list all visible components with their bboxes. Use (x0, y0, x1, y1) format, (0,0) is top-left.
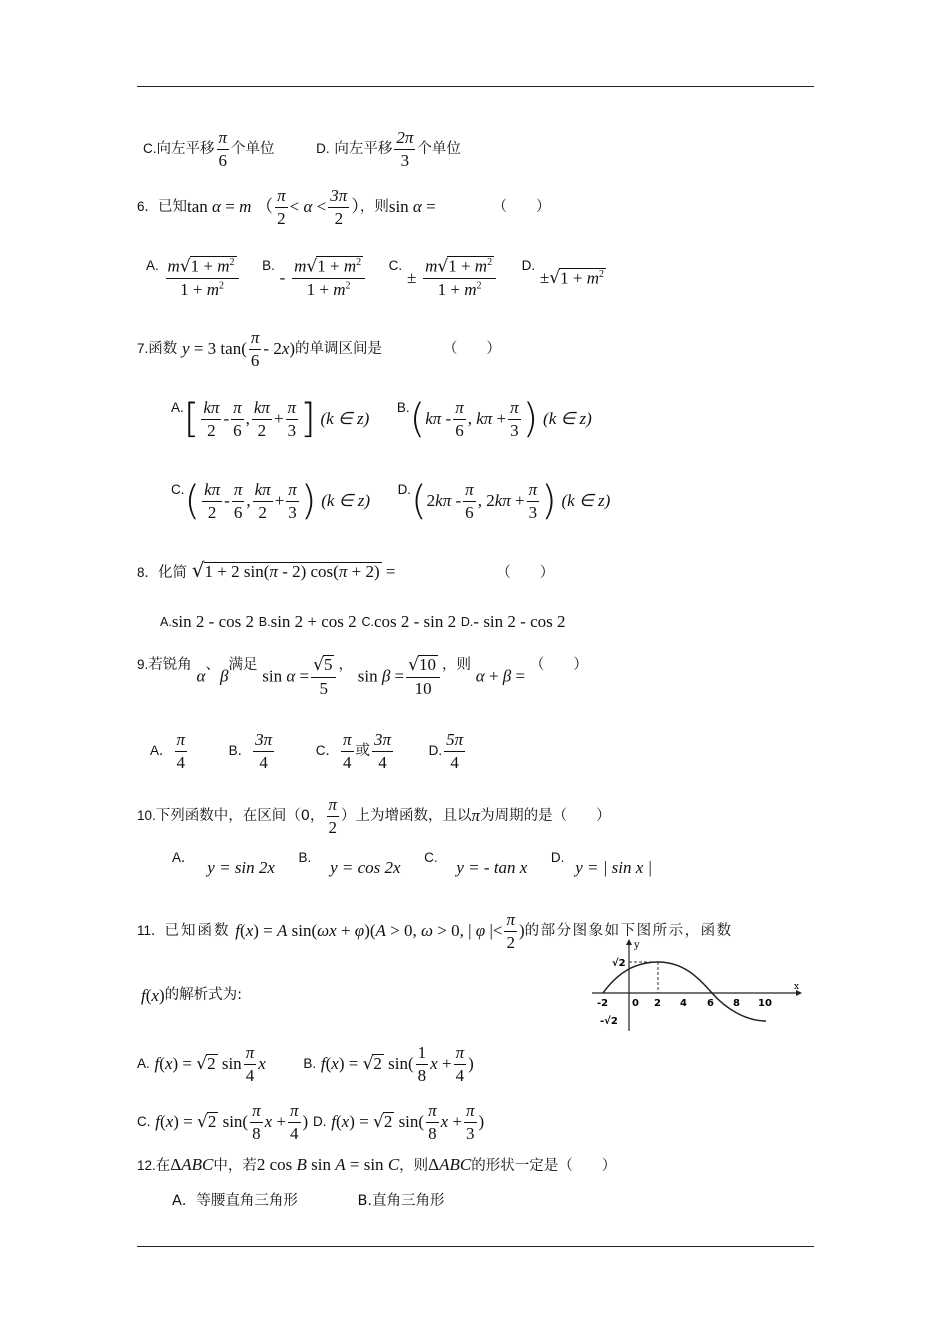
question-12: 12.在ΔABC中，若2 cos B sin A = sin C，则ΔABC的形状一定是（ ） (137, 1155, 617, 1174)
tick-6: 6 (707, 998, 714, 1009)
y-axis-label: y (634, 940, 640, 951)
tick-4: 4 (680, 998, 687, 1009)
y-axis-arrow (626, 939, 632, 945)
q7-option-c-d: C.( $\frac{k\pi}{2}$ - $\frac{\pi}{6}$ , $\frac{k\pi}{2}$ + $\frac{\pi}{3}$ ) (k ∈ z) D.(2kπ - $\frac{\pi}{6}$ , 2kπ + $\frac{\pi}{3}$ ) (k ∈ z) (171, 478, 611, 525)
footer-rule (137, 1246, 814, 1247)
q10-options: A． y = sin 2x B. y = cos 2x C. y = - tan x D. y = | sin x | (172, 850, 653, 877)
tick-neg2: -2 (597, 998, 609, 1009)
tick-0: 0 (632, 998, 639, 1009)
q11-line2: f(x)的解析式为: (141, 986, 243, 1005)
question-11: 11．已知函数 f(x) = A sin(ωx + φ)(A > 0, ω > 0, | φ |< $\frac{\pi}{2}$ )的部分图象如下图所示，函数 (137, 910, 733, 952)
q6-options: A. $\frac{m√1 + m^2}{1 + m^2}$ B. - $\frac{m√1 + m^2}{1 + m^2}$ C. ± $\frac{m√1 + m^2}{1 + m^2}$ D. $\pm√1 + m^2$ (146, 256, 604, 300)
q7-option-a-b: A.[ $\frac{k\pi}{2}$ - $\frac{\pi}{6}$ , $\frac{k\pi}{2}$ + $\frac{\pi}{3}$ ] (k ∈ z) B.(kπ - $\frac{\pi}{6}$ , kπ + $\frac{\pi}{3}$ ) (k ∈ z) (171, 396, 592, 443)
x-axis-label: x (794, 982, 800, 992)
tick-10: 10 (758, 998, 772, 1009)
q8-options: $^{A.}$sin 2 - cos 2 $^{B.}$sin 2 + cos 2 $^{C.}$cos 2 - sin 2 $^{D.}$- sin 2 - cos 2 (160, 612, 566, 631)
header-rule (137, 86, 814, 87)
question-9: 9.若锐角 α、β满足 sin α = $\frac{√5}{5}$ ， sin β = $\frac{√10}{10}$ ，则 α + β = （ ） (137, 655, 588, 698)
neg-sqrt2-label: -√2 (600, 1016, 618, 1027)
tick-8: 8 (733, 998, 740, 1009)
sqrt2-label: √2 (612, 958, 626, 969)
sine-curve (603, 962, 766, 1021)
question-8: 8．化简 √1 + 2 sin(π - 2) cos(π + 2) = （ ） (137, 558, 555, 582)
tick-2: 2 (654, 998, 661, 1009)
q11-options-c-d: C. f(x) = √2 sin( $\frac{\pi}{8}$ x + $\frac{\pi}{4}$ ) D. f(x) = √2 sin( $\frac{\pi}{8}$ x + $\frac{\pi}{3}$ ) (137, 1101, 485, 1143)
q9-options: A． $\frac{\pi}{4}$ B． $\frac{3\pi}{4}$ C． $\frac{\pi}{4}$ 或 $\frac{3\pi}{4}$ D. $\frac{5\pi}{4}$ (150, 730, 464, 772)
question-10: 10.下列函数中，在区间（0， $\frac{\pi}{2}$ ）上为增函数，且以π为周期的是（ ） (137, 795, 611, 837)
q11-graph (588, 937, 808, 1037)
q5-options: C.向左平移 $\frac{\pi}{6}$ 个单位 D. 向左平移 $\frac{2\pi}{3}$ 个单位 (143, 128, 461, 170)
q12-options: A．等腰直角三角形 B.直角三角形 (172, 1193, 445, 1209)
q11-options-a-b: A. f(x) = √2 sin $\frac{\pi}{4}$ x B. f(x) = √2 sin( $\frac{1}{8}$ x + $\frac{\pi}{4}$ ) (137, 1043, 474, 1085)
answer-paren: （ ） (492, 199, 551, 216)
question-6: 6．已知tan α = m （ $\frac{\pi}{2}$ < α < $\frac{3\pi}{2}$ ），则sin α = （ ） (137, 186, 551, 228)
question-7: 7.函数 y = 3 tan( $\frac{\pi}{6}$ - 2x)的单调区间是 （ ） (137, 328, 501, 370)
